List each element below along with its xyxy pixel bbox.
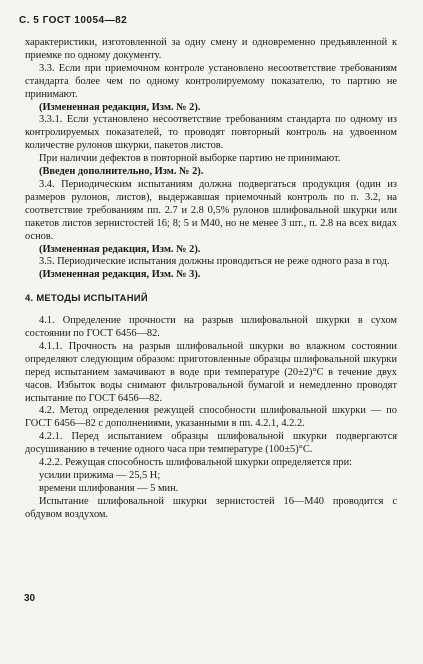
paragraph: При наличии дефектов в повторной выборке партию не принимают.	[39, 153, 341, 165]
paragraph-4-1-1: 4.1.1. Прочность на разрыв шлифовальной шкурки во влажном состоянии определяют следующим образом: приготовленные образцы шлифовальной шкурки перед испытанием замачивают в воде при температуре (20±2)°С в течение двух часов. Избыток воды снимают фильтровальной бумагой и немедленно проводят испытание по ГОСТ 6456—82.	[25, 340, 397, 404]
paragraph-4-1: 4.1. Определение прочности на разрыв шлифовальной шкурки в сухом состоянии по ГОСТ 6456—82.	[25, 315, 397, 340]
amendment-note: (Измененная редакция, Изм. № 3).	[39, 269, 201, 281]
amendment-note: (Введен дополнительно, Изм. № 2).	[39, 166, 204, 178]
paragraph-3-3: 3.3. Если при приемочном контроле установлено несоответствие требованиям стандарта более чем по одному контролируемому показателю, то партию не принимают.	[25, 62, 397, 100]
page-number: 30	[24, 593, 36, 604]
paragraph-3-3-1: 3.3.1. Если установлено несоответствие требованиям стандарта по одному из контролируемых показателей, то проводят повторный контроль на удвоенном количестве рулонов шкурки, пакетов листов.	[25, 114, 397, 152]
paragraph-4-2: 4.2. Метод определения режущей способности шлифовальной шкурки — по ГОСТ 6456—82 с дополнениями, указанными в пп. 4.2.1, 4.2.2.	[25, 405, 397, 430]
paragraph: характеристики, изготовленной за одну смену и одновременно предъявленной к приемке по одному документу.	[25, 37, 397, 61]
paragraph-4-2-1: 4.2.1. Перед испытанием образцы шлифовальной шкурки подвергаются досушиванию в течение одного часа при температуре (100±5)°С.	[25, 431, 397, 456]
amendment-note: (Измененная редакция, Изм. № 2).	[39, 101, 201, 113]
page-header: С. 5 ГОСТ 10054—82	[19, 15, 128, 26]
paragraph-3-4: 3.4. Периодическим испытаниям должна подвергаться продукция (один из размеров рулонов, листов), выдержавшая приемочный контроль по п. 3.2, на соответствие требованиям пп. 2.7 и 2.8 0,5% рулонов шлифовальной шкурки или пакетов листов зернистостей 16; 8; 5 и М40, но не менее 3 шт., п. 2.8 на всех видах основ.	[25, 178, 397, 242]
list-item: усилии прижима — 25,5 Н;	[39, 470, 161, 481]
paragraph-4-2-2: 4.2.2. Режущая способность шлифовальной шкурки определяется при:	[39, 457, 353, 469]
list-item: времени шлифования — 5 мин.	[39, 482, 179, 494]
section-heading: 4. МЕТОДЫ ИСПЫТАНИЙ	[25, 292, 148, 304]
paragraph: Испытание шлифовальной шкурки зернистостей 16—М40 проводится с обдувом воздухом.	[25, 495, 397, 520]
paragraph-3-5: 3.5. Периодические испытания должны проводиться не реже одного раза в год.	[39, 256, 390, 268]
document-body	[25, 37, 397, 522]
amendment-note: (Измененная редакция, Изм. № 2).	[39, 243, 201, 255]
